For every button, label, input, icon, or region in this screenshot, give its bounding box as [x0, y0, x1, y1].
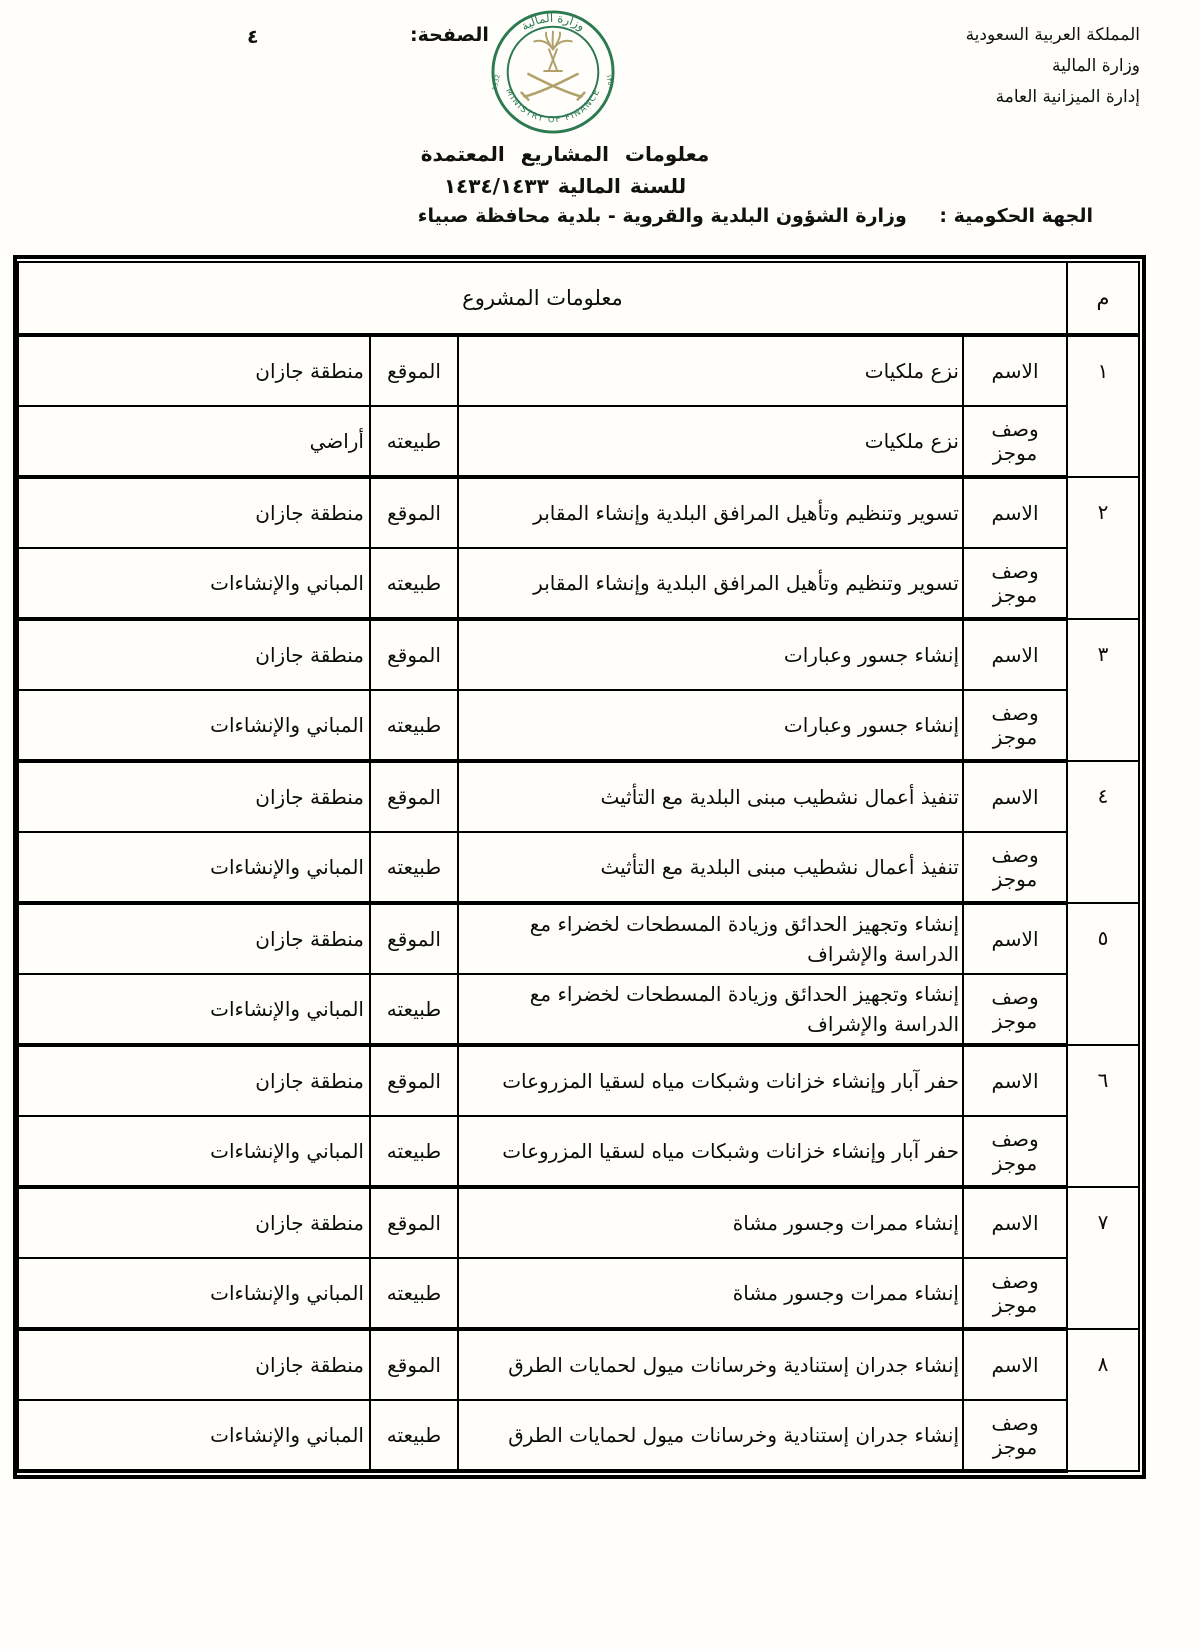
project-row-top: [18, 1045, 1139, 1116]
desc-label-cell: وصف موجز: [963, 832, 1067, 903]
desc-value-cell: إنشاء جسور وعبارات: [458, 690, 963, 761]
government-entity-value: وزارة الشؤون البلدية والقروية - بلدية محافظة صبياء: [417, 205, 907, 227]
project-row-bottom: [18, 832, 1139, 903]
project-row-bottom: [18, 974, 1139, 1045]
project-row-top: [18, 1187, 1139, 1258]
nature-label-cell: طبيعته: [370, 406, 458, 477]
report-title-line2: للسنة المالية ١٤٣٤/١٤٣٣: [443, 174, 687, 198]
name-label-cell: الاسم: [963, 1329, 1067, 1400]
name-value-cell: إنشاء جسور وعبارات: [458, 619, 963, 690]
name-label-cell: الاسم: [963, 1045, 1067, 1116]
projects-tbody: [18, 262, 1139, 1471]
project-row-bottom: [18, 1400, 1139, 1471]
name-value-cell: نزع ملكيات: [458, 335, 963, 406]
desc-label-cell: وصف موجز: [963, 974, 1067, 1045]
location-value-cell: منطقة جازان: [18, 1329, 370, 1400]
desc-label-cell: وصف موجز: [963, 1258, 1067, 1329]
nature-value-cell: المباني والإنشاءات: [18, 1258, 370, 1329]
location-value-cell: منطقة جازان: [18, 1187, 370, 1258]
desc-value-cell: تسوير وتنظيم وتأهيل المرافق البلدية وإنشاء المقابر: [458, 548, 963, 619]
government-entity-label: الجهة الحكومية :: [939, 205, 1093, 227]
table-header-info-cell: معلومات المشروع: [18, 262, 1067, 335]
project-row-bottom: [18, 406, 1139, 477]
project-row-bottom: [18, 548, 1139, 619]
name-value-cell: إنشاء ممرات وجسور مشاة: [458, 1187, 963, 1258]
nature-label-cell: طبيعته: [370, 832, 458, 903]
nature-label-cell: طبيعته: [370, 974, 458, 1045]
table-header-num-cell: م: [1067, 262, 1139, 335]
report-title: [365, 138, 765, 202]
table-header-row: [18, 262, 1139, 335]
project-row-bottom: [18, 1258, 1139, 1329]
project-row-top: [18, 335, 1139, 406]
desc-value-cell: حفر آبار وإنشاء خزانات وشبكات مياه لسقيا المزروعات: [458, 1116, 963, 1187]
project-number-cell: ٤: [1067, 761, 1139, 903]
logo-year-1932: 1932: [490, 73, 502, 92]
nature-value-cell: المباني والإنشاءات: [18, 1116, 370, 1187]
location-value-cell: منطقة جازان: [18, 1045, 370, 1116]
location-label-cell: الموقع: [370, 1187, 458, 1258]
project-row-top: [18, 761, 1139, 832]
project-row-top: [18, 903, 1139, 974]
project-number-cell: ٦: [1067, 1045, 1139, 1187]
nature-label-cell: طبيعته: [370, 690, 458, 761]
location-label-cell: الموقع: [370, 1045, 458, 1116]
project-row-top: [18, 477, 1139, 548]
logo-swords-icon: [521, 74, 584, 100]
location-label-cell: الموقع: [370, 335, 458, 406]
nature-value-cell: المباني والإنشاءات: [18, 1400, 370, 1471]
desc-value-cell: إنشاء جدران إستنادية وخرسانات ميول لحمايات الطرق: [458, 1400, 963, 1471]
letterhead-line-kingdom: المملكة العربية السعودية: [965, 25, 1140, 45]
project-number-cell: ٨: [1067, 1329, 1139, 1471]
project-number-cell: ٥: [1067, 903, 1139, 1045]
desc-value-cell: نزع ملكيات: [458, 406, 963, 477]
location-value-cell: منطقة جازان: [18, 761, 370, 832]
name-value-cell: تنفيذ أعمال نشطيب مبنى البلدية مع التأثيث: [458, 761, 963, 832]
location-label-cell: الموقع: [370, 761, 458, 832]
project-row-bottom: [18, 1116, 1139, 1187]
desc-value-cell: تنفيذ أعمال نشطيب مبنى البلدية مع التأثيث: [458, 832, 963, 903]
desc-value-cell: إنشاء ممرات وجسور مشاة: [458, 1258, 963, 1329]
location-label-cell: الموقع: [370, 619, 458, 690]
desc-label-cell: وصف موجز: [963, 1116, 1067, 1187]
letterhead-line-ministry: وزارة المالية: [1052, 56, 1140, 76]
report-title-line1: معلومات المشاريع المعتمدة: [420, 142, 710, 166]
logo-palm-swords: [521, 32, 584, 100]
page-label: الصفحة:: [410, 24, 489, 46]
desc-label-cell: وصف موجز: [963, 1400, 1067, 1471]
location-label-cell: الموقع: [370, 1329, 458, 1400]
ministry-of-finance-seal-icon: [489, 8, 617, 136]
page-number: ٤: [247, 26, 259, 48]
location-label-cell: الموقع: [370, 903, 458, 974]
nature-value-cell: المباني والإنشاءات: [18, 690, 370, 761]
project-number-cell: ١: [1067, 335, 1139, 477]
desc-label-cell: وصف موجز: [963, 690, 1067, 761]
projects-table-wrapper: [13, 255, 1146, 1479]
nature-value-cell: المباني والإنشاءات: [18, 832, 370, 903]
nature-label-cell: طبيعته: [370, 1400, 458, 1471]
name-label-cell: الاسم: [963, 477, 1067, 548]
location-value-cell: منطقة جازان: [18, 903, 370, 974]
project-row-top: [18, 619, 1139, 690]
desc-label-cell: وصف موجز: [963, 548, 1067, 619]
project-number-cell: ٣: [1067, 619, 1139, 761]
logo-arabic-top-text: وزارة المالية: [518, 10, 588, 34]
letterhead-right: [966, 20, 1140, 113]
nature-label-cell: طبيعته: [370, 548, 458, 619]
location-value-cell: منطقة جازان: [18, 477, 370, 548]
name-value-cell: حفر آبار وإنشاء خزانات وشبكات مياه لسقيا المزروعات: [458, 1045, 963, 1116]
nature-label-cell: طبيعته: [370, 1258, 458, 1329]
logo-palm-icon: [534, 32, 571, 71]
name-label-cell: الاسم: [963, 335, 1067, 406]
letterhead-line-budget-dept: إدارة الميزانية العامة: [995, 87, 1140, 107]
logo-ring-text: [491, 11, 616, 125]
name-label-cell: الاسم: [963, 761, 1067, 832]
nature-value-cell: أراضي: [18, 406, 370, 477]
nature-value-cell: المباني والإنشاءات: [18, 974, 370, 1045]
project-number-cell: ٢: [1067, 477, 1139, 619]
projects-table: [17, 261, 1140, 1473]
name-value-cell: تسوير وتنظيم وتأهيل المرافق البلدية وإنشاء المقابر: [458, 477, 963, 548]
nature-label-cell: طبيعته: [370, 1116, 458, 1187]
project-row-bottom: [18, 690, 1139, 761]
location-value-cell: منطقة جازان: [18, 619, 370, 690]
government-entity-line: [418, 205, 1093, 227]
name-label-cell: الاسم: [963, 619, 1067, 690]
desc-value-cell: إنشاء وتجهيز الحدائق وزيادة المسطحات لخضراء مع الدراسة والإشراف: [458, 974, 963, 1045]
location-label-cell: الموقع: [370, 477, 458, 548]
ministry-of-finance-logo: [489, 8, 617, 136]
name-label-cell: الاسم: [963, 903, 1067, 974]
name-value-cell: إنشاء جدران إستنادية وخرسانات ميول لحمايات الطرق: [458, 1329, 963, 1400]
name-label-cell: الاسم: [963, 1187, 1067, 1258]
logo-year-1351: ١٣٥١: [604, 73, 616, 90]
name-value-cell: إنشاء وتجهيز الحدائق وزيادة المسطحات لخضراء مع الدراسة والإشراف: [458, 903, 963, 974]
project-row-top: [18, 1329, 1139, 1400]
project-number-cell: ٧: [1067, 1187, 1139, 1329]
desc-label-cell: وصف موجز: [963, 406, 1067, 477]
logo-english-bottom-text: MINISTRY OF FINANCE: [504, 86, 602, 125]
location-value-cell: منطقة جازان: [18, 335, 370, 406]
nature-value-cell: المباني والإنشاءات: [18, 548, 370, 619]
